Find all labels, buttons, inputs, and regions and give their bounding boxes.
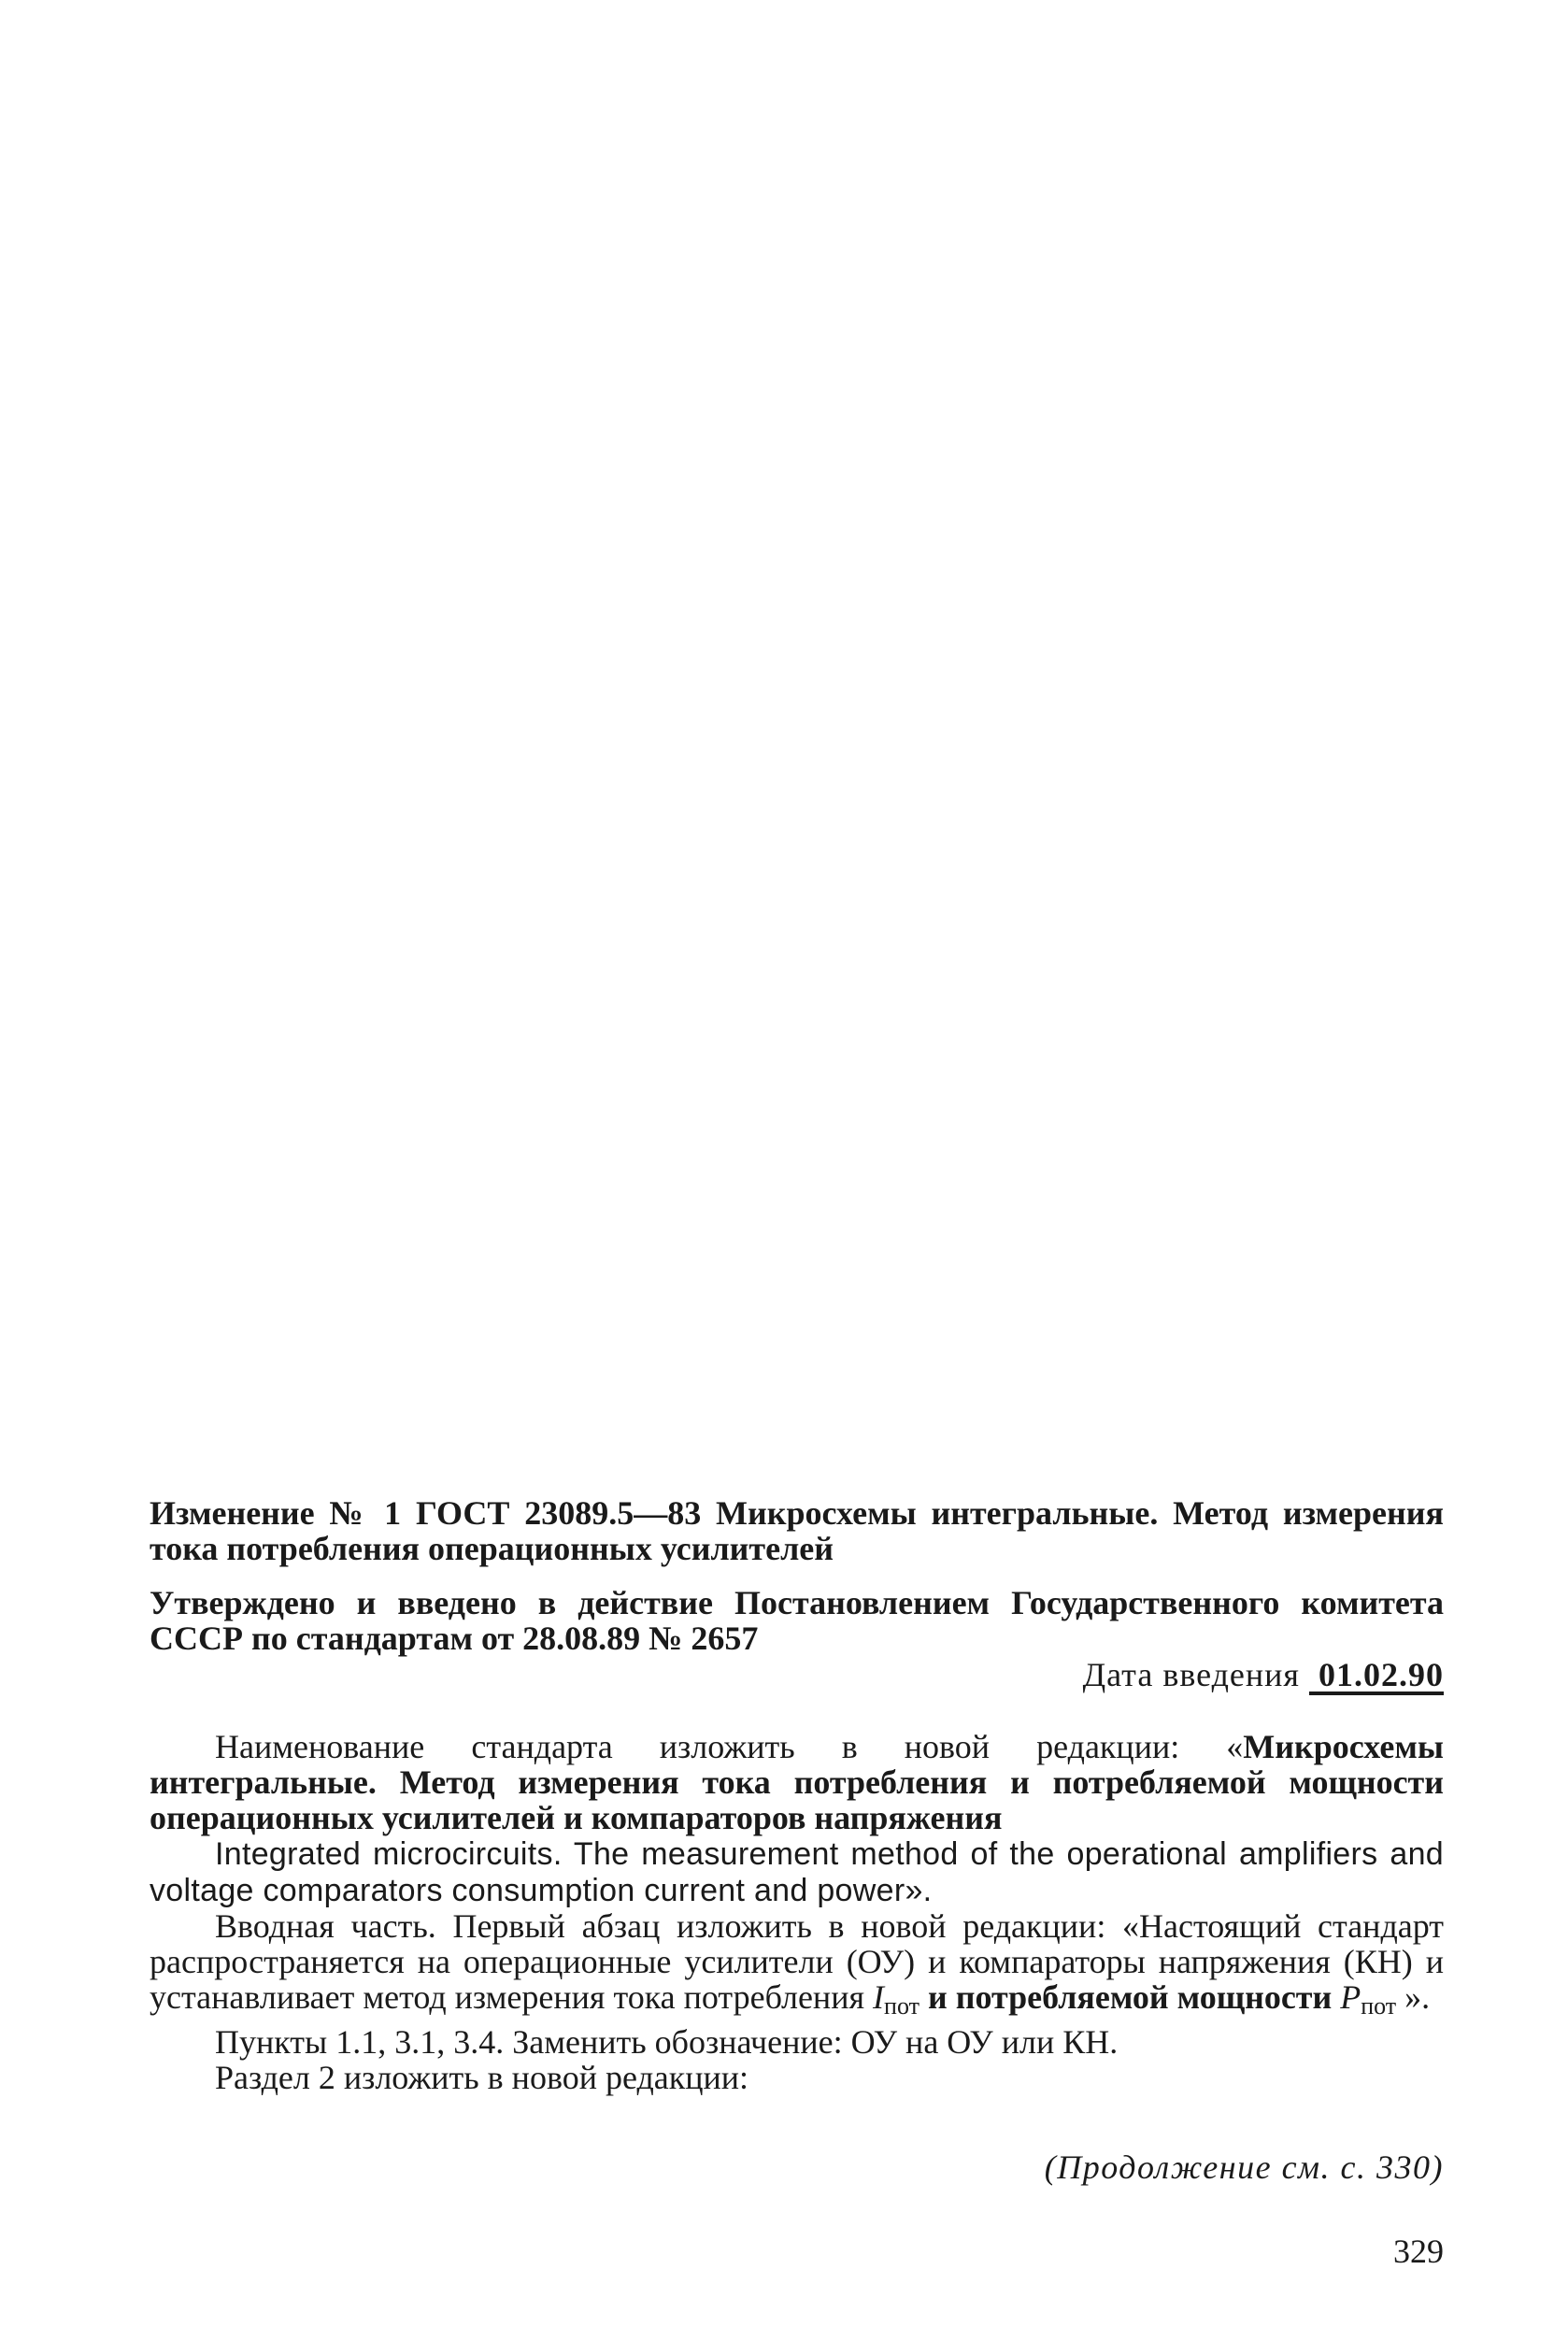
new-title-english: Integrated microcircuits. The measurement method of the operational amplifiers and voltage comparators consumption current and power».	[150, 1836, 1444, 1908]
new-title-russian: Микросхемы интегральные. Метод измерения тока потребления и потребляемой мощности операционных усилителей и компараторов напряжения	[150, 1728, 1444, 1836]
paragraph-title-change	[150, 1729, 1444, 1835]
paragraph-title-english	[150, 1835, 1444, 1908]
amendment-body	[150, 1729, 1444, 2095]
symbol-power-subscript: пот	[1361, 1992, 1397, 2020]
paragraph-title-change-lead: Наименование стандарта изложить в новой редакции: «	[215, 1728, 1244, 1765]
introduction-end: ».	[1404, 1978, 1431, 2016]
symbol-current: I	[873, 1978, 885, 2016]
effective-date-line	[1083, 1656, 1444, 1695]
symbol-current-subscript: пот	[884, 1992, 919, 2020]
paragraph-section-2: Раздел 2 изложить в новой редакции:	[215, 2059, 749, 2096]
amendment-heading: Изменение № 1 ГОСТ 23089.5—83 Микросхемы интегральные. Метод измерения тока потребления операционных усилителей	[150, 1494, 1444, 1567]
effective-date-label: Дата введения	[1082, 1656, 1300, 1693]
symbol-power: P	[1340, 1978, 1361, 2016]
paragraph-designation: Пункты 1.1, 3.1, 3.4. Заменить обозначение: ОУ на ОУ или КН.	[215, 2023, 1119, 2061]
approval-statement: Утверждено и введено в действие Постановлением Государственного комитета СССР по стандартам от 28.08.89 № 2657	[150, 1584, 1444, 1657]
paragraph-introduction	[150, 1908, 1444, 2024]
introduction-text: Вводная часть. Первый абзац изложить в новой редакции: «Настоящий стандарт распространяется на операционные усилители (ОУ) и компараторы напряжения (КН) и устанавливает метод измерения тока потребления	[150, 1907, 1444, 2016]
introduction-connector: и потребляемой мощности	[927, 1978, 1333, 2016]
continuation-note: (Продолжение см. с. 330)	[1044, 2148, 1444, 2186]
effective-date-value: 01.02.90	[1309, 1658, 1444, 1695]
page-number: 329	[1393, 2233, 1444, 2270]
